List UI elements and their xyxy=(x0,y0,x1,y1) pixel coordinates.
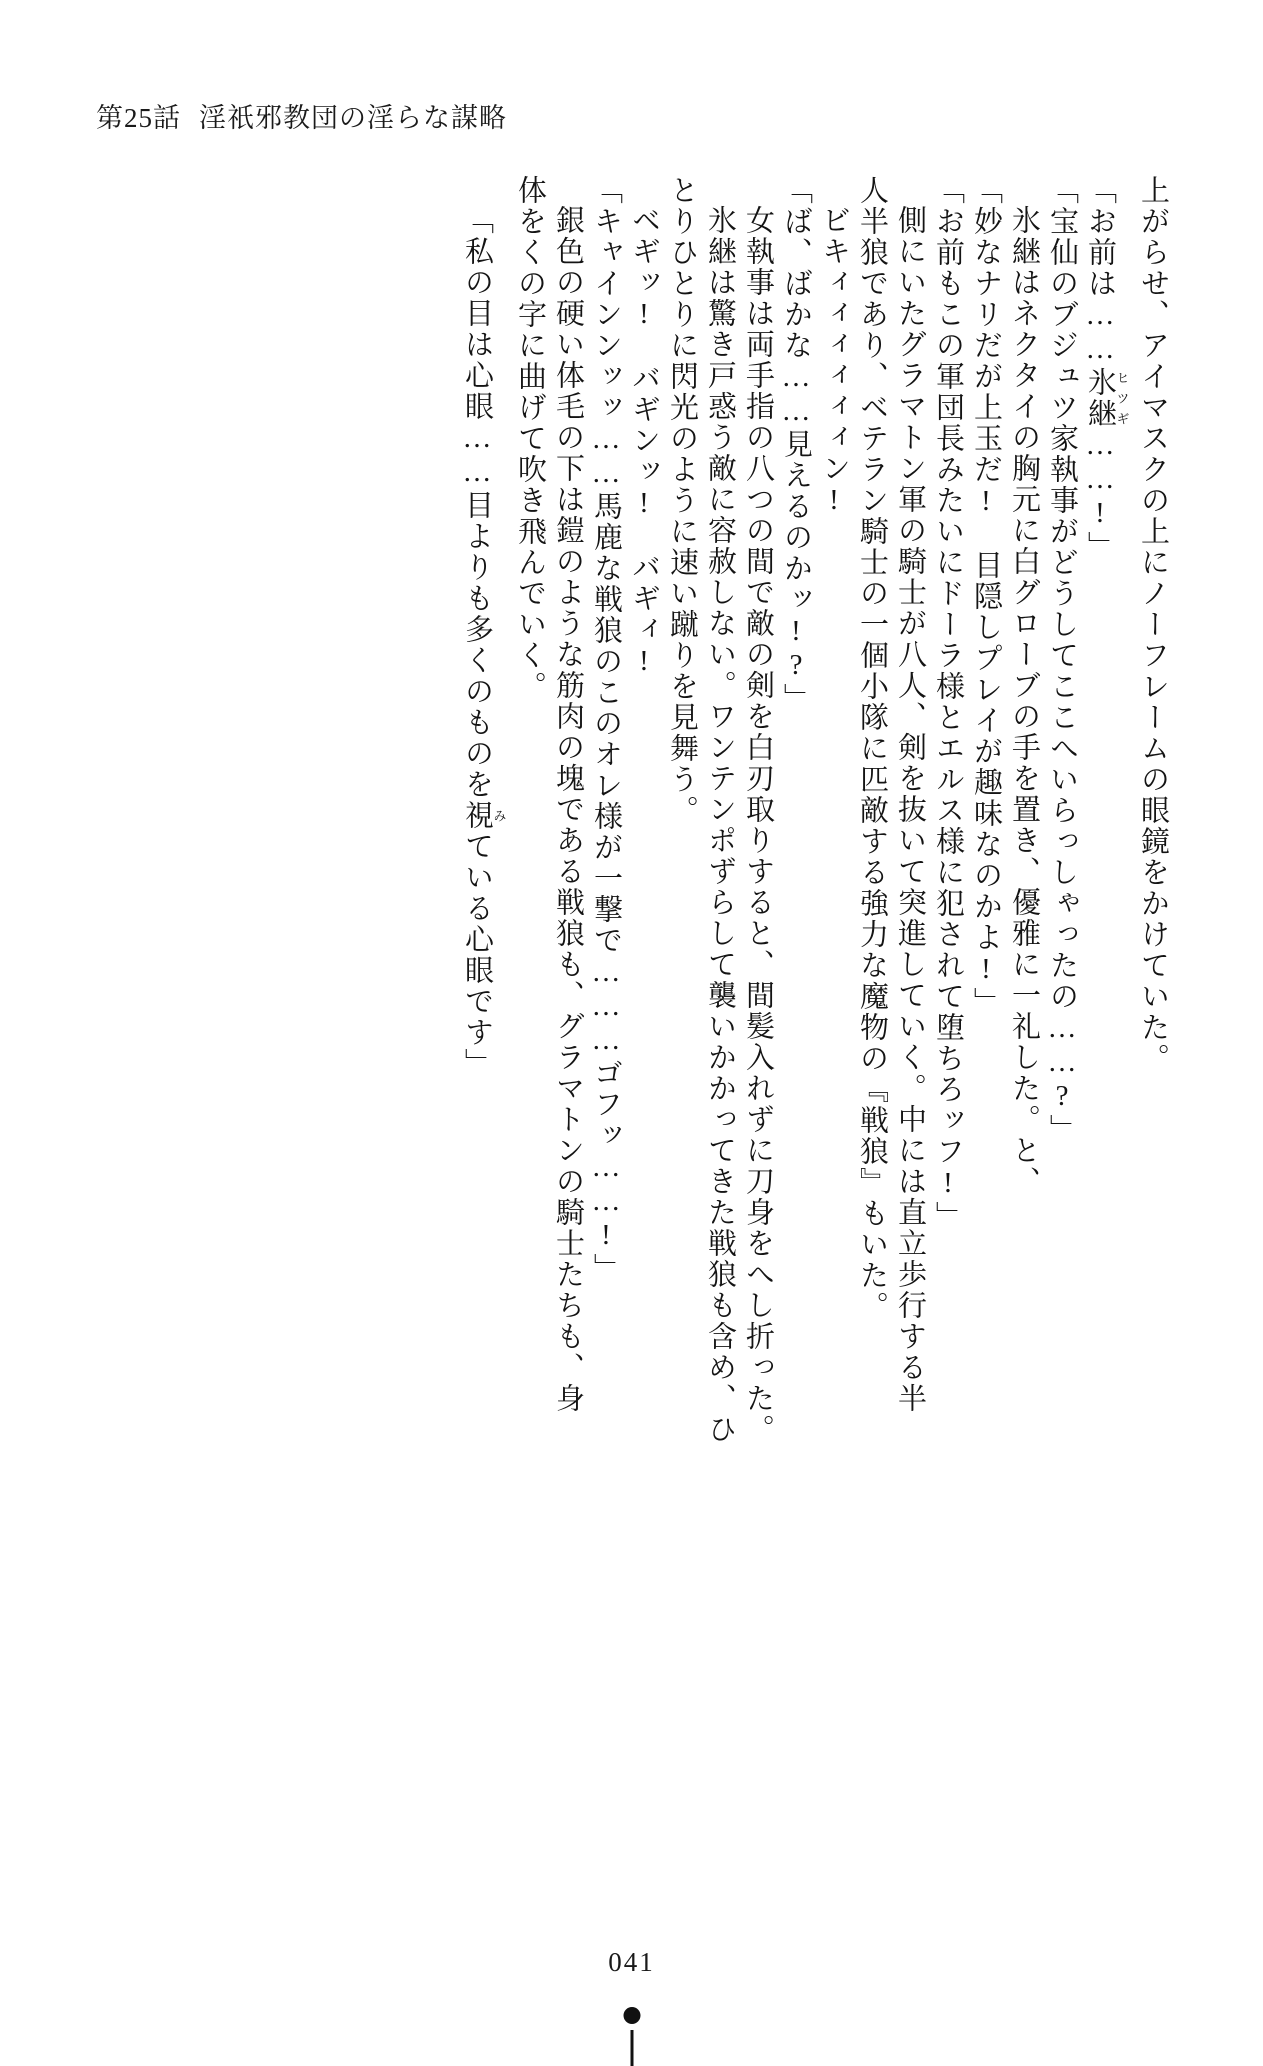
ruby-annotation: 氷継ヒツギ xyxy=(1084,367,1130,429)
vertical-text-body xyxy=(147,175,1167,1695)
text-line: 氷継は驚き戸惑う敵に容赦しない。ワンテンポずらして襲いかかってきた戦狼も含め、ひ xyxy=(704,205,736,1445)
text-line: 「お前は……氷継ヒツギ……!」 xyxy=(1084,175,1130,562)
text-line: 「お前もこの軍団長みたいにドーラ様とエルス様に犯されて堕ちろッフ!」 xyxy=(932,175,964,1232)
text-line: 上がらせ、アイマスクの上にノーフレームの眼鏡をかけていた。 xyxy=(1137,175,1169,1074)
text-line: ビキィィィィィィン! xyxy=(818,205,850,518)
text-line: 「私の目は心眼……目よりも多くのものを視みている心眼です」 xyxy=(461,205,507,1079)
text-line: とりひとりに閃光のように速い蹴りを見舞う。 xyxy=(666,175,698,826)
text-line: 「ば、ばかな……見えるのかッ!?」 xyxy=(780,175,812,714)
chapter-number: 第25話 xyxy=(96,103,181,133)
text-line: 「妙なナリだが上玉だ! 目隠しプレイが趣味なのかよ!」 xyxy=(970,175,1002,1018)
text-line: 体をくの字に曲げて吹き飛んでいく。 xyxy=(514,175,546,702)
text-line: 人半狼であり、ベテラン騎士の一個小隊に匹敵する強力な魔物の『戦狼』もいた。 xyxy=(856,175,888,1322)
spine-line-mark xyxy=(630,2030,633,2066)
text-line: 女執事は両手指の八つの間で敵の剣を白刃取りすると、間髪入れずに刀身をへし折った。 xyxy=(742,205,774,1445)
text-line: 「宝仙のブジュツ家執事がどうしてここへいらっしゃったの……?」 xyxy=(1046,175,1078,1145)
ruby-annotation: 視み xyxy=(461,800,507,831)
spine-dot-mark xyxy=(623,2007,640,2024)
chapter-title: 淫祇邪教団の淫らな謀略 xyxy=(199,103,507,133)
text-line: 銀色の硬い体毛の下は鎧のような筋肉の塊である戦狼も、グラマトンの騎士たちも、身 xyxy=(552,205,584,1414)
chapter-header xyxy=(96,96,507,135)
page-number: 041 xyxy=(608,1947,655,1977)
text-line: 氷継はネクタイの胸元に白グローブの手を置き、優雅に一礼した。と、 xyxy=(1008,205,1040,1197)
text-line: 側にいたグラマトン軍の騎士が八人、剣を抜いて突進していく。中には直立歩行する半 xyxy=(894,205,926,1414)
text-line: 「キャインンッッ……馬鹿な戦狼のこのオレ様が一撃で………ゴフッ……!」 xyxy=(590,175,622,1284)
text-line: ベギッ! バギンッ! バギィ! xyxy=(628,205,660,679)
